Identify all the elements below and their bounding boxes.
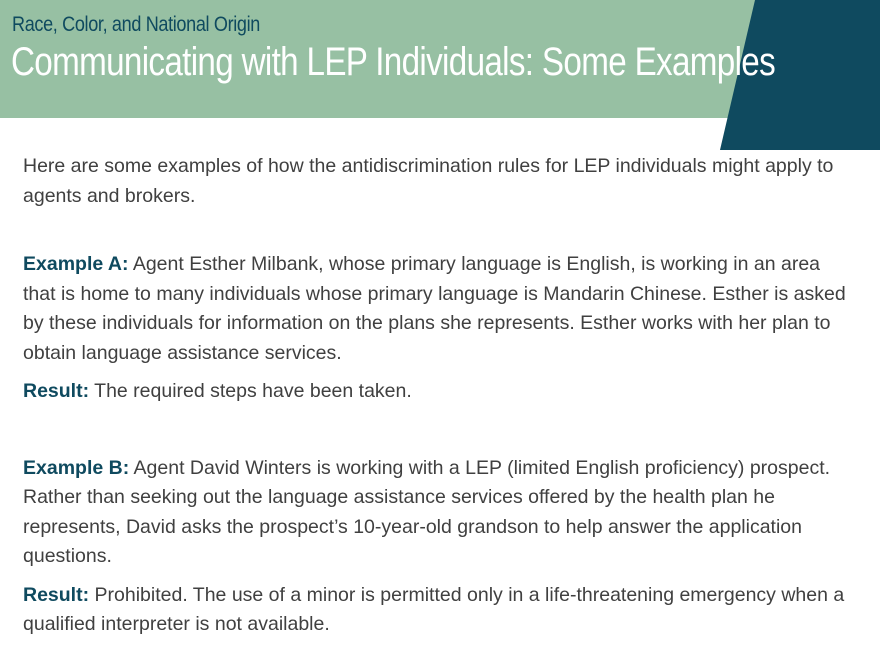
example-b-paragraph [23,454,848,572]
example-a-label: Example A: [23,253,129,275]
example-a-result-label: Result: [23,380,90,402]
example-b-result-label: Result: [23,583,90,606]
main-content [23,152,848,640]
example-a-result-text: The required steps have been taken. [89,380,412,402]
example-b-text: Agent David Winters is working with a LEP (limited English proficiency) prospect. Rather than seeking out the language assistance services offered by the health plan he represents, David asks the prospect’s 10-year-old grandson to help answer the application questions. [23,456,831,567]
page-title: Communicating with LEP Individuals: Some Examples [11,40,776,84]
example-b-label: Example B: [23,456,130,479]
example-b-result [23,581,848,640]
example-a-paragraph [23,250,848,368]
example-a-result [23,377,848,407]
example-a-text: Agent Esther Milbank, whose primary language is English, is working in an area that is home to many individuals whose primary language is Mandarin Chinese. Esther is asked by these individuals for information on the plans she represents. Esther works with her plan to obtain language assistance services. [23,253,846,364]
example-b-result-text: Prohibited. The use of a minor is permitted only in a life-threatening emergency when a qualified interpreter is not available. [23,583,845,635]
section-eyebrow: Race, Color, and National Origin [12,13,260,36]
intro-paragraph: Here are some examples of how the antidiscrimination rules for LEP individuals might apply to agents and brokers. [23,155,834,207]
